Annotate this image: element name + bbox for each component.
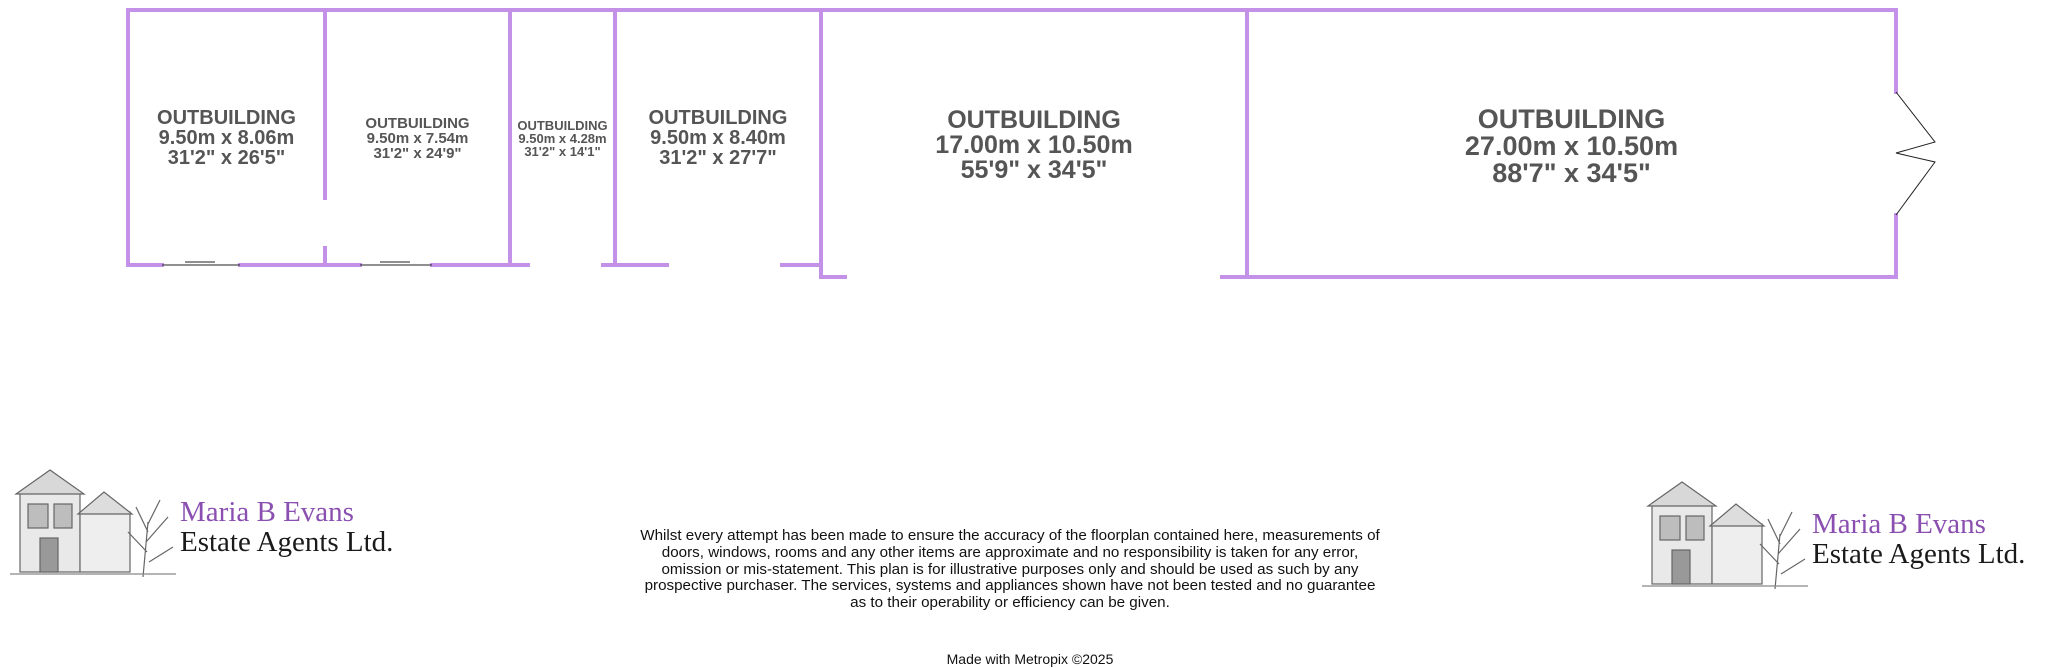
room-metric: 17.00m x 10.50m [935,131,1133,159]
room-label-4 [615,108,821,168]
room-imperial: 31'2" x 24'9" [373,145,462,162]
house-sketch-icon [1640,474,1810,599]
agent-name: Maria B Evans [180,496,354,528]
room-imperial: 31'2" x 26'5" [167,147,286,169]
room-name: OUTBUILDING [365,115,470,132]
made-with-credit: Made with Metropix ©2025 [946,651,1114,667]
agent-company: Estate Agents Ltd. [180,526,394,558]
room-imperial: 88'7" x 34'5" [1492,158,1651,188]
agent-logo-right [1640,474,2048,604]
room-name: OUTBUILDING [1477,104,1666,134]
agent-name: Maria B Evans [1812,508,1986,540]
agent-logo-left [8,462,418,592]
room-label-1 [128,108,325,168]
opening-symbol [1896,92,1935,215]
room-name: OUTBUILDING [648,107,788,129]
room-metric: 9.50m x 4.28m [518,131,607,146]
house-sketch-icon [8,462,178,587]
room-label-5 [821,108,1247,183]
disclaimer-text: Whilst every attempt has been made to ensure the accuracy of the floorplan contained here, measurements of doors, windows, rooms and any other items are approximate and no responsibility is taken for any error, omission or mis-statement. This plan is for illustrative purposes only and should be used as such by any prospective purchaser. The services, systems and appliances shown have not been tested and no guarantee as to their operability or efficiency can be given. [640,528,1380,612]
room-metric: 9.50m x 8.06m [158,127,295,149]
room-imperial: 55'9" x 34'5" [960,156,1108,184]
room-metric: 9.50m x 7.54m [366,130,469,147]
room-metric: 27.00m x 10.50m [1464,131,1679,161]
room-label-2 [325,116,510,161]
room-name: OUTBUILDING [157,107,296,129]
room-metric: 9.50m x 8.40m [650,127,786,149]
room-imperial: 31'2" x 14'1" [524,144,601,159]
room-label-6 [1247,106,1896,187]
room-imperial: 31'2" x 27'7" [659,147,777,169]
agent-company: Estate Agents Ltd. [1812,538,2026,570]
room-name: OUTBUILDING [517,118,608,133]
room-label-3 [510,119,615,158]
room-name: OUTBUILDING [947,106,1121,134]
